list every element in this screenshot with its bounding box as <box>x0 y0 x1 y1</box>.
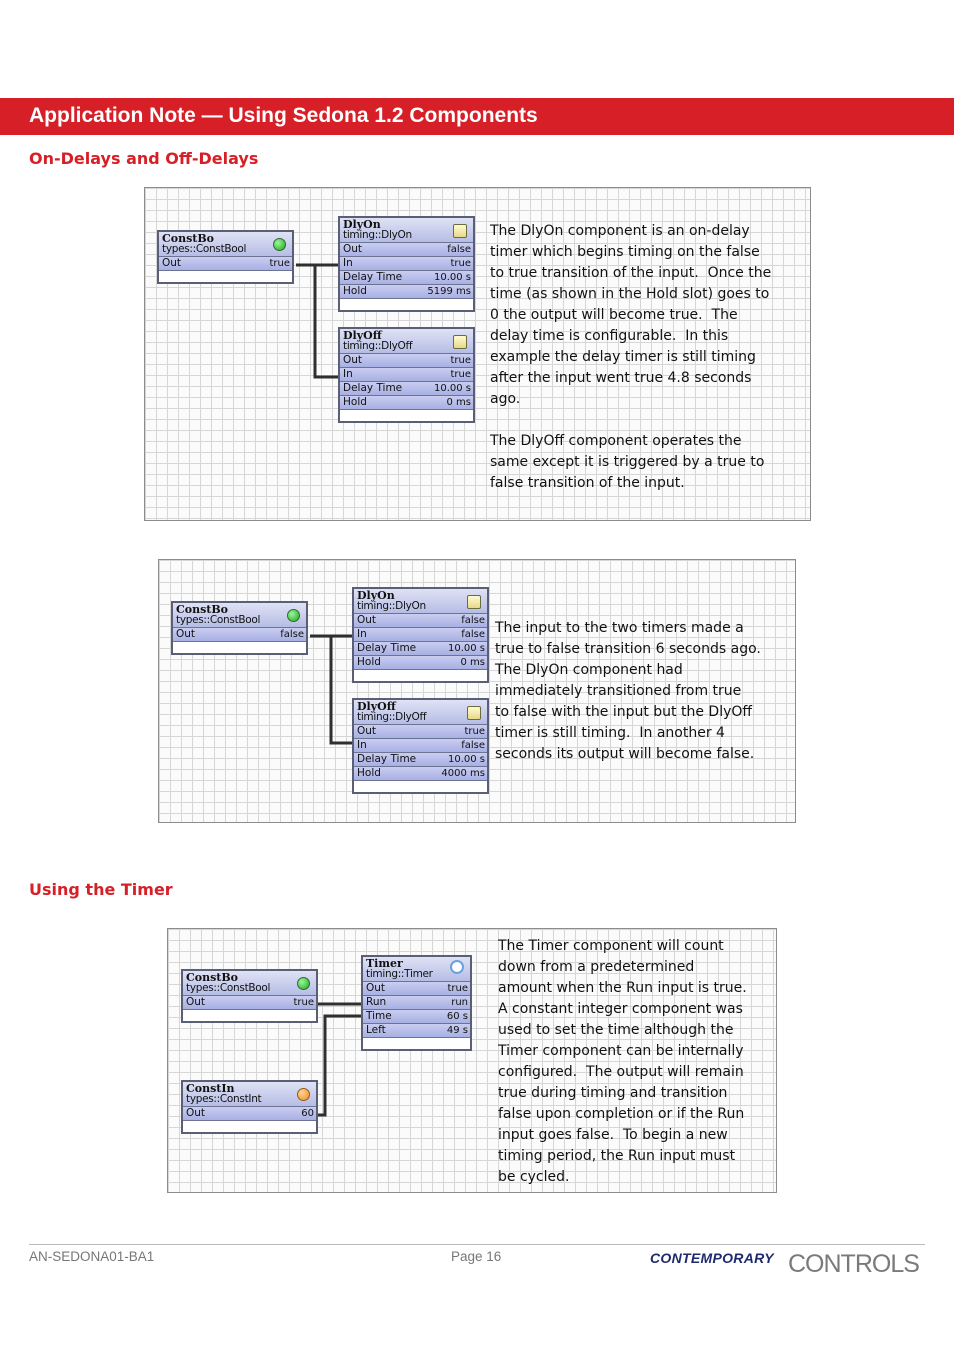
component-slot[interactable] <box>173 627 306 641</box>
component-type: timing::DlyOn <box>343 229 412 241</box>
slot-value: true <box>450 369 471 380</box>
slot-value: true <box>293 997 314 1008</box>
slot-name: Out <box>357 725 377 737</box>
slot-name: Out <box>162 257 182 269</box>
slot-name: Hold <box>357 656 381 668</box>
component-dlyoff[interactable] <box>338 327 475 423</box>
slot-name: Out <box>366 982 386 994</box>
component-footer <box>173 641 306 653</box>
component-type: types::ConstBool <box>176 614 261 626</box>
component-name: DlyOn <box>343 218 381 231</box>
slot-value: true <box>450 258 471 269</box>
component-header <box>354 700 487 724</box>
component-header <box>354 589 487 613</box>
slot-name: Run <box>366 996 387 1008</box>
slot-value: false <box>280 629 304 640</box>
component-constin[interactable] <box>181 1080 318 1134</box>
component-name: DlyOff <box>343 329 382 342</box>
doc-id: AN-SEDONA01-BA1 <box>29 1249 155 1264</box>
component-slot[interactable] <box>340 242 473 256</box>
component-slot[interactable] <box>340 381 473 395</box>
component-slot[interactable] <box>340 395 473 409</box>
slot-name: Out <box>186 996 206 1008</box>
component-constbo[interactable] <box>157 230 294 284</box>
slot-value: 5199 ms <box>427 286 471 297</box>
component-slot[interactable] <box>340 284 473 298</box>
slot-name: Delay Time <box>357 642 417 654</box>
slot-value: true <box>464 726 485 737</box>
component-slot[interactable] <box>340 367 473 381</box>
component-type: types::ConstBool <box>186 982 271 994</box>
component-slot[interactable] <box>363 1023 470 1037</box>
figure-timer <box>167 928 777 1193</box>
component-header <box>183 971 316 995</box>
slot-value: true <box>450 355 471 366</box>
component-slot[interactable] <box>354 655 487 669</box>
component-footer <box>363 1037 470 1049</box>
component-footer <box>340 409 473 421</box>
component-slot[interactable] <box>354 724 487 738</box>
slot-value: true <box>269 258 290 269</box>
slot-name: Hold <box>343 285 367 297</box>
component-slot[interactable] <box>363 1009 470 1023</box>
slot-value: 10.00 s <box>433 383 471 394</box>
component-name: ConstIn <box>186 1082 235 1095</box>
slot-name: Out <box>186 1107 206 1119</box>
slot-name: In <box>357 739 367 751</box>
status-led-icon <box>297 977 310 990</box>
component-constbo[interactable] <box>171 601 308 655</box>
status-led-icon <box>273 238 286 251</box>
slot-name: Out <box>176 628 196 640</box>
component-slot[interactable] <box>159 256 292 270</box>
header-banner <box>0 98 954 135</box>
component-name: ConstBo <box>176 603 228 616</box>
component-slot[interactable] <box>340 353 473 367</box>
component-type: timing::Timer <box>366 968 433 980</box>
slot-value: false <box>447 244 471 255</box>
slot-value: false <box>461 629 485 640</box>
slot-name: In <box>343 368 353 380</box>
slot-name: Time <box>366 1010 392 1022</box>
company-logo <box>650 1248 930 1282</box>
component-header <box>183 1082 316 1106</box>
figure-delays-2 <box>158 559 796 823</box>
component-square-icon <box>467 595 481 609</box>
slot-name: Delay Time <box>343 271 403 283</box>
slot-name: Out <box>343 243 363 255</box>
component-slot[interactable] <box>183 1106 316 1120</box>
slot-value: 10.00 s <box>447 643 485 654</box>
page-number: Page 16 <box>451 1249 502 1264</box>
component-slot[interactable] <box>340 270 473 284</box>
page-title: Application Note — Using Sedona 1.2 Components <box>29 104 538 127</box>
slot-name: Out <box>357 614 377 626</box>
slot-value: 60 s <box>446 1011 468 1022</box>
component-square-icon <box>467 706 481 720</box>
component-type: timing::DlyOff <box>343 340 413 352</box>
status-led-icon <box>287 609 300 622</box>
slot-value: 10.00 s <box>433 272 471 283</box>
slot-value: true <box>447 983 468 994</box>
component-header <box>340 218 473 242</box>
component-name: ConstBo <box>162 232 214 245</box>
component-slot[interactable] <box>340 256 473 270</box>
component-slot[interactable] <box>183 995 316 1009</box>
status-led-icon <box>297 1088 310 1101</box>
component-square-icon <box>453 335 467 349</box>
component-dlyon[interactable] <box>338 216 475 312</box>
component-constbo[interactable] <box>181 969 318 1023</box>
component-name: Timer <box>366 957 403 970</box>
component-footer <box>354 669 487 681</box>
component-slot[interactable] <box>354 752 487 766</box>
component-slot[interactable] <box>354 613 487 627</box>
slot-value: false <box>461 615 485 626</box>
component-header <box>173 603 306 627</box>
component-slot[interactable] <box>354 627 487 641</box>
component-type: types::ConstBool <box>162 243 247 255</box>
component-type: timing::DlyOn <box>357 600 426 612</box>
logo-text-controls: CONTROLS <box>788 1250 919 1278</box>
slot-name: In <box>357 628 367 640</box>
slot-name: Out <box>343 354 363 366</box>
component-name: ConstBo <box>186 971 238 984</box>
slot-value: run <box>451 997 468 1008</box>
component-slot[interactable] <box>354 641 487 655</box>
figure3-description: The Timer component will count down from a predetermined amount when the Run input is true. A constant integer component was used to set the time although the Timer component can be internally configured. The output will remain true during timing and transition false upon completion or if the Run input goes false. To begin a new timing period, the Run input must be cycled. <box>498 938 747 1185</box>
slot-name: In <box>343 257 353 269</box>
component-footer <box>340 298 473 310</box>
slot-name: Delay Time <box>343 382 403 394</box>
section-heading-delays: On-Delays and Off-Delays <box>29 149 259 168</box>
component-name: DlyOff <box>357 700 396 713</box>
component-dlyoff[interactable] <box>352 698 489 794</box>
component-footer <box>183 1009 316 1021</box>
figure-delays-1 <box>144 187 811 521</box>
slot-name: Left <box>366 1024 386 1036</box>
component-square-icon <box>453 224 467 238</box>
component-slot[interactable] <box>363 995 470 1009</box>
figure1-description: The DlyOn component is an on-delay timer which begins timing on the false to true transition of the input. Once the time (as shown in the Hold slot) goes to 0 the output will become true. The delay time is configurable. In this example the delay timer is still timing after the input went true 4.8 seconds ago. The DlyOff component operates the same except it is triggered by a true to false transition of the input. <box>490 223 772 491</box>
timer-clock-icon <box>450 960 464 974</box>
component-footer <box>159 270 292 282</box>
slot-name: Delay Time <box>357 753 417 765</box>
component-header <box>363 957 470 981</box>
component-header <box>159 232 292 256</box>
slot-value: 4000 ms <box>441 768 485 779</box>
component-timer[interactable] <box>361 955 472 1051</box>
footer-divider <box>29 1244 925 1245</box>
component-slot[interactable] <box>354 766 487 780</box>
slot-value: 49 s <box>446 1025 468 1036</box>
component-header <box>340 329 473 353</box>
component-slot[interactable] <box>354 738 487 752</box>
component-type: types::ConstInt <box>186 1093 262 1105</box>
component-name: DlyOn <box>357 589 395 602</box>
component-type: timing::DlyOff <box>357 711 427 723</box>
section-heading-timer: Using the Timer <box>29 880 173 899</box>
component-slot[interactable] <box>363 981 470 995</box>
component-footer <box>354 780 487 792</box>
slot-value: false <box>461 740 485 751</box>
slot-value: 60 <box>301 1108 314 1119</box>
slot-value: 0 ms <box>446 397 471 408</box>
figure2-description: The input to the two timers made a true to false transition 6 seconds ago. The DlyOn component had immediately transitioned from true to false with the input but the DlyOff timer is still timing. In another 4 seconds its output will become false. <box>495 620 761 762</box>
slot-name: Hold <box>343 396 367 408</box>
slot-value: 10.00 s <box>447 754 485 765</box>
logo-text-contemporary: CONTEMPORARY <box>650 1250 774 1266</box>
slot-value: 0 ms <box>460 657 485 668</box>
component-footer <box>183 1120 316 1132</box>
component-dlyon[interactable] <box>352 587 489 683</box>
slot-name: Hold <box>357 767 381 779</box>
